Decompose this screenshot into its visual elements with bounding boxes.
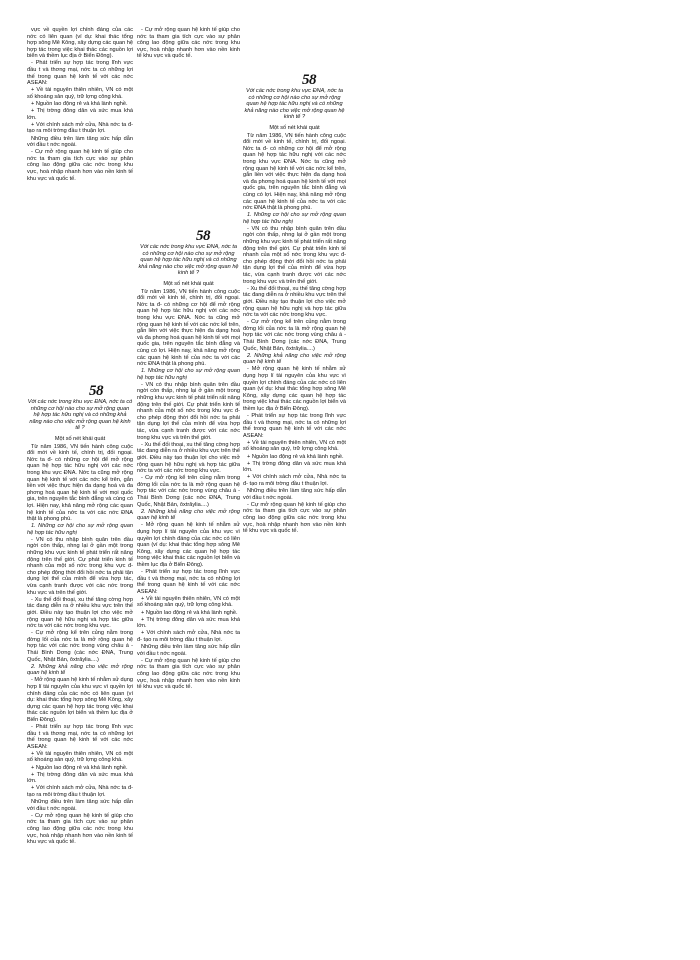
article-body-left (27, 444, 133, 846)
paragraph: - Phát triển sự hợp tác trong lĩnh vực đầu t và thơng mại, nớc ta có những lợi thế trong quan hệ kinh tế với các nớc ASEAN: (27, 724, 133, 750)
section-title: Một số nét khái quát (54, 435, 106, 442)
paragraph: + Với chính sách mở cửa, Nhà nớc ta đ- tạo ra môi trờng đầu t thuận lợi. (137, 630, 240, 643)
paragraph: + Thị trờng đông dân và sức mua khá lớn. (27, 108, 133, 121)
heading-number: 58 (302, 72, 316, 88)
heading-number: 58 (196, 228, 210, 244)
paragraph: Từ năm 1986, VN tiến hành công cuộc đổi mới về kinh tế, chính trị, đối ngoại. Nớc ta đ- có những cơ hội để mở rộng quan hệ hợp tác hữu nghị với các nớc trong khu vực ĐNA. Nớc ta cũng mở rộng quan hệ kinh tế với các nớc kể trên, gắn liền với việc thực hiện đa dạng hoá và đa phơng hoá quan hệ kinh tế với mọi quốc gia, trên nguyên tắc bình đẳng và cùng có lợi. Hiện nay, khả năng mở rộng các quan hệ kinh tế của nớc ta với các nớc ĐNA thật là phong phú. (27, 443, 133, 523)
article-body-right (243, 133, 346, 535)
paragraph: Từ năm 1986, VN tiến hành công cuộc đổi mới về kinh tế, chính trị, đối ngoại. Nớc ta đ- có những cơ hội để mở rộng quan hệ hợp tác hữu nghị với các nớc trong khu vực ĐNA. Nớc ta cũng mở rộng quan hệ kinh tế với các nớc kể trên, gắn liền với việc thực hiện đa dạng hoá và đa phơng hoá quan hệ kinh tế với mọi quốc gia, trên nguyên tắc bình đẳng và cùng có lợi. Hiện nay, khả năng mở rộng các quan hệ kinh tế của nớc ta với các nớc ĐNA thật là phong phú. (137, 288, 240, 368)
paragraph: - Xu thế đối thoại, xu thế tăng cờng hợp tác đang diễn ra ở nhiều khu vực trên thế giới. Điều này tạo thuận lợi cho việc mở rộng quan hệ hữu nghị và hợp tác giữa nớc ta với các nớc trong khu vực. (27, 596, 133, 630)
paragraph: vực về quyền lợi chính đáng của các nớc có liên quan (ví dụ: khai thác tổng hợp sông Mê Kông, xây dựng các quan hệ hợp tác trong việc khai thác các nguồn lợi biển và thềm lục địa ở Biển Đông). (27, 27, 133, 60)
paragraph: + Với chính sách mở cửa, Nhà nớc ta đ- tạo ra môi trờng đầu t thuận lợi. (243, 474, 346, 487)
paragraph: Những điều trên làm tăng sức hấp dẫn với đầu t nớc ngoài. (27, 135, 133, 149)
article-block-left (27, 383, 133, 846)
article-block-middle (137, 228, 240, 691)
paragraph: - Cự mở rộng kể trên củng nằm trong đờng lối của nớc ta là mở rộng quan hệ hợp tác với các nớc trong vùng châu á - Thái Bình Dơng (các nớc ĐNA, Trung Quốc, Nhật Bản, ôxtrâylia....) (243, 319, 346, 352)
paragraph: - Mở rộng quan hệ kinh tế nhằm sử dụng hợp lí tài nguyên của khu vực vì quyền lợi chính đáng của các nớc có liên quan (ví dụ: khai thác tổng hợp sông Mê Kông, xây dựng các quan hệ hợp tác trong việc khai thác các nguồn lợi biển và thềm lục địa ở Biển Đông). (27, 677, 133, 723)
paragraph: - Xu thế đối thoại, xu thế tăng cờng hợp tác đang diễn ra ở nhiều khu vực trên thế giới. Điều này tạo thuận lợi cho việc mở rộng quan hệ hữu nghị và hợp tác giữa nớc ta với các nớc trong khu vực. (137, 441, 240, 475)
paragraph: + Về tài nguyên thiên nhiên, VN có một số khoáng sản quý, trữ lợng công khá. (27, 87, 133, 100)
col1-top-text (27, 27, 133, 182)
paragraph: 1. Những cơ hội cho sự mở rộng quan hệ hợp tác hữu nghị (243, 212, 346, 225)
paragraph: - Cự mở rộng quan hệ kinh tế giúp cho nớc ta tham gia tích cực vào sự phân công lao động giữa các nớc trong khu vực, hoà nhập nhanh hơn vào nền kinh tế khu vực và quốc tế. (243, 501, 346, 535)
paragraph: + Thị trờng đông dân và sức mua khá lớn. (27, 771, 133, 785)
paragraph: Những điều trên làm tăng sức hấp dẫn với đầu t nớc ngoài. (243, 488, 346, 501)
paragraph: 2. Những khả năng cho việc mở rộng quan hệ kinh tế (137, 508, 240, 522)
paragraph: - VN có thu nhập bình quân trên đầu ngời còn thấp, nhng lại ở gần một trong những khu vực kinh tế phát triển rất năng động trên thế giới. Cự phát triển kinh tế nhanh của một số nớc trong khu vực đ- cho phép động thời đổi hồi nớc ta phải tận dụng lợi thế của mình để vừa hợp tác, vừa cạnh tranh được với các nớc trong khu vực và trên thế giới. (243, 225, 346, 285)
paragraph: 2. Những khả năng cho việc mở rộng quan hệ kinh tế (27, 663, 133, 677)
column-1-top (27, 27, 133, 183)
paragraph: + Với chính sách mở cửa, Nhà nớc ta đ- tạo ra môi trờng đầu t thuận lợi. (27, 785, 133, 798)
paragraph: - Cự mở rộng quan hệ kinh tế giúp cho nớc ta tham gia tích cực vào sự phân công lao động giữa các nớc trong khu vực, hoà nhập nhanh hơn vào nền kinh tế khu vực và quốc tế. (27, 149, 133, 182)
paragraph: + Thị trờng đông dân và sức mua khá lớn. (243, 460, 346, 474)
paragraph: - Cự mở rộng quan hệ kinh tế giúp cho nớc ta tham gia tích cực vào sự phân công lao động giữa các nớc trong khu vực, hoà nhập nhanh hơn vào nền kinh tế khu vực và quốc tế. (27, 812, 133, 846)
col2-top-text (137, 27, 240, 60)
heading-number: 58 (89, 383, 103, 399)
article-block-right (243, 72, 346, 535)
paragraph: 1. Những cơ hội cho sự mở rộng quan hệ hợp tác hữu nghị (27, 523, 133, 536)
paragraph: - VN có thu nhập bình quân trên đầu ngời còn thấp, nhng lại ở gần một trong những khu vực kinh tế phát triển rất năng động trên thế giới. Cự phát triển kinh tế nhanh của một số nớc trong khu vực đ- cho phép động thời đổi hồi nớc ta phải tận dụng lợi thế của mình để vừa hợp tác, vừa cạnh tranh được với các nớc trong khu vực và trên thế giới. (27, 536, 133, 596)
paragraph: - Cự mở rộng kể trên củng nằm trong đờng lối của nớc ta là mở rộng quan hệ hợp tác với các nớc trong vùng châu á - Thái Bình Dơng (các nớc ĐNA, Trung Quốc, Nhật Bản, ôxtrâylia....) (137, 475, 240, 508)
paragraph: - Cự mở rộng quan hệ kinh tế giúp cho nớc ta tham gia tích cực vào sự phân công lao động giữa các nớc trong khu vực, hoà nhập nhanh hơn vào nền kinh tế khu vực và quốc tế. (137, 657, 240, 691)
paragraph: - Cự mở rộng quan hệ kinh tế giúp cho nớc ta tham gia tích cực vào sự phân công lao động giữa các nớc trong khu vực, hoà nhập nhanh hơn vào nền kinh tế khu vực và quốc tế. (137, 27, 240, 60)
column-2-top (137, 27, 240, 60)
paragraph: Những điều trên làm tăng sức hấp dẫn với đầu t nớc ngoài. (137, 644, 240, 657)
paragraph: - Phát triển sự hợp tác trong lĩnh vực đầu t và thơng mại, nớc ta có những lợi thế trong quan hệ kinh tế với các nớc ASEAN: (27, 60, 133, 87)
paragraph: + Nguồn lao động rẻ và khá lành nghề. (31, 764, 128, 771)
paragraph: 2. Những khả năng cho việc mở rộng quan hệ kinh tế (243, 352, 346, 366)
paragraph: + Nguồn lao động rẻ và khá lành nghề. (141, 609, 238, 616)
paragraph: - VN có thu nhập bình quân trên đầu ngời còn thấp, nhng lại ở gần một trong những khu vực kinh tế phát triển rất năng động trên thế giới. Cự phát triển kinh tế nhanh của một số nớc trong khu vực đ- cho phép động thời đổi hồi nớc ta phải tận dụng lợi thế của mình để vừa hợp tác, vừa cạnh tranh được với các nớc trong khu vực và trên thế giới. (137, 381, 240, 441)
article-body-middle (137, 289, 240, 691)
section-title: Một số nét khái quát (163, 280, 214, 287)
section-title: Một số nét khái quát (269, 124, 320, 131)
paragraph: + Nguồn lao động rẻ và khá lành nghề. (247, 453, 344, 460)
heading-question: Với các nớc trong khu vực ĐNA, nớc ta có những cơ hội nào cho sự mở rộng quan hệ hợp tác hữu nghị và có những khả năng nào cho việc mở rộng quan hệ kinh tế ? (27, 399, 133, 432)
paragraph: - Xu thế đối thoại, xu thế tăng cờng hợp tác đang diễn ra ở nhiều khu vực trên thế giới. Điều này tạo thuận lợi cho việc mở rộng quan hệ hữu nghị và hợp tác giữa nớc ta với các nớc trong khu vực. (243, 285, 346, 319)
paragraph: - Phát triển sự hợp tác trong lĩnh vực đầu t và thơng mại, nớc ta có những lợi thế trong quan hệ kinh tế với các nớc ASEAN: (137, 569, 240, 595)
paragraph: - Mở rộng quan hệ kinh tế nhằm sử dụng hợp lí tài nguyên của khu vực vì quyền lợi chính đáng của các nớc có liên quan (ví dụ: khai thác tổng hợp sông Mê Kông, xây dựng các quan hệ hợp tác trong việc khai thác các nguồn lợi biển và thềm lục địa ở Biển Đông). (243, 366, 346, 412)
paragraph: Từ năm 1986, VN tiến hành công cuộc đổi mới về kinh tế, chính trị, đối ngoại. Nớc ta đ- có những cơ hội để mở rộng quan hệ hợp tác hữu nghị với các nớc trong khu vực ĐNA. Nớc ta cũng mở rộng quan hệ kinh tế với các nớc kể trên, gắn liền với việc thực hiện đa dạng hoá và đa phơng hoá quan hệ kinh tế với mọi quốc gia, trên nguyên tắc bình đẳng và cùng có lợi. Hiện nay, khả năng mở rộng các quan hệ kinh tế của nớc ta với các nớc ĐNA thật là phong phú. (243, 132, 346, 212)
heading-question: Với các nớc trong khu vực ĐNA, nớc ta có những cơ hội nào cho sự mở rộng quan hệ hợp tác hữu nghị và có những khả năng nào cho việc mở rộng quan hệ kinh tế ? (138, 244, 239, 277)
paragraph: + Về tài nguyên thiên nhiên, VN có một số khoáng sản quý, trữ lợng công khá. (243, 439, 346, 453)
paragraph: 1. Những cơ hội cho sự mở rộng quan hệ hợp tác hữu nghị (137, 368, 240, 381)
paragraph: - Mở rộng quan hệ kinh tế nhằm sử dụng hợp lí tài nguyên của khu vực vì quyền lợi chính đáng của các nớc có liên quan (ví dụ: khai thác tổng hợp sông Mê Kông, xây dựng các quan hệ hợp tác trong việc khai thác các nguồn lợi biển và thềm lục địa ở Biển Đông). (137, 522, 240, 568)
paragraph: + Với chính sách mở cửa, Nhà nớc ta đ- tạo ra môi trờng đầu t thuận lợi. (27, 121, 133, 135)
paragraph: + Nguồn lao động rẻ và khá lành nghề. (31, 101, 128, 108)
paragraph: - Phát triển sự hợp tác trong lĩnh vực đầu t và thơng mại, nớc ta có những lợi thế trong quan hệ kinh tế với các nớc ASEAN: (243, 413, 346, 439)
paragraph: + Về tài nguyên thiên nhiên, VN có một số khoáng sản quý, trữ lợng công khá. (137, 595, 240, 609)
paragraph: Những điều trên làm tăng sức hấp dẫn với đầu t nớc ngoài. (27, 799, 133, 812)
heading-question: Với các nớc trong khu vực ĐNA, nớc ta có những cơ hội nào cho sự mở rộng quan hệ hợp tác hữu nghị và có những khả năng nào cho việc mở rộng quan hệ kinh tế ? (244, 88, 345, 121)
paragraph: - Cự mở rộng kể trên củng nằm trong đờng lối của nớc ta là mở rộng quan hệ hợp tác với các nớc trong vùng châu á - Thái Bình Dơng (các nớc ĐNA, Trung Quốc, Nhật Bản, ôxtrâylia....) (27, 630, 133, 663)
paragraph: + Về tài nguyên thiên nhiên, VN có một số khoáng sản quý, trữ lợng công khá. (27, 750, 133, 764)
paragraph: + Thị trờng đông dân và sức mua khá lớn. (137, 616, 240, 630)
